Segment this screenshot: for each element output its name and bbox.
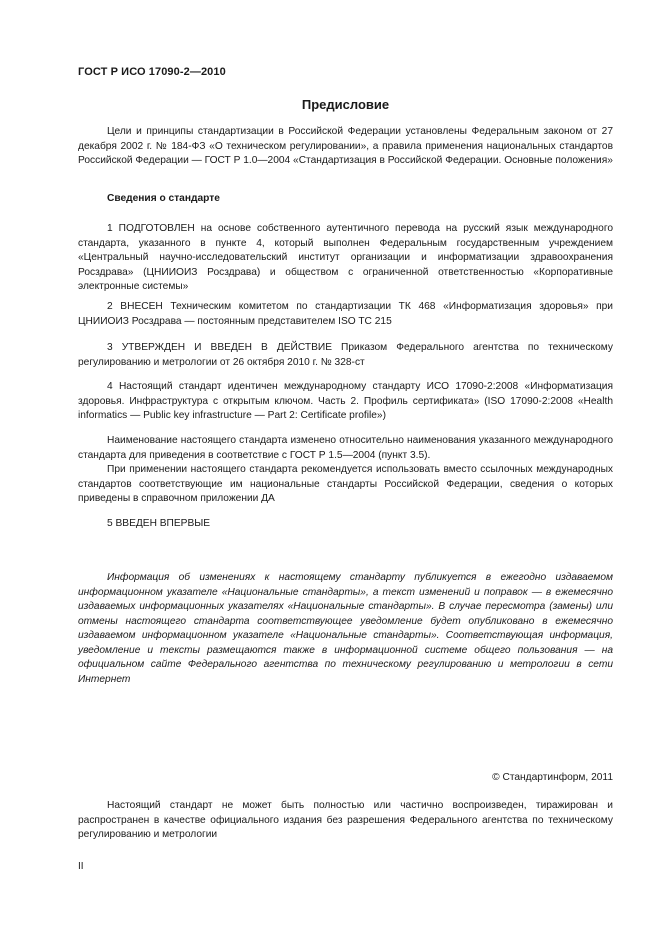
intro-paragraph (78, 125, 613, 169)
item-4-name-change-text: Наименование настоящего стандарта изменено относительно наименования указанного международного стандарта для приведения в соответствие с ГОСТ Р 1.5—2004 (пункт 3.5). (78, 435, 613, 461)
item-2-text: 2 ВНЕСЕН Техническим комитетом по стандартизации ТК 468 «Информатизация здоровья» при ЦНИИОИЗ Росздрава — постоянным представителем ISO TC 215 (78, 301, 613, 327)
item-3-paragraph (78, 341, 613, 370)
page-number: II (78, 861, 84, 872)
item-5-paragraph (78, 517, 613, 532)
standard-code-header: ГОСТ Р ИСО 17090-2—2010 (78, 66, 226, 78)
item-4-text: 4 Настоящий стандарт идентичен международному стандарту ИСО 17090-2:2008 «Информатизация здоровья. Инфраструктура с открытым ключом. Часть 2. Профиль сертификата» (ISO 17090-2:2008 «Health informatics — Public key infrastructure — Part 2: Certificate profile») (78, 381, 613, 421)
item-3-text: 3 УТВЕРЖДЕН И ВВЕДЕН В ДЕЙСТВИЕ Приказом Федерального агентства по техническому регулированию и метрологии от 26 октября 2010 г. № 328-ст (78, 342, 613, 368)
change-notice-text: Информация об изменениях к настоящему стандарту публикуется в ежегодно издаваемом информационном указателе «Национальные стандарты», а текст изменений и поправок — в ежемесячно издаваемых информационных указателях «Национальные стандарты». В случае пересмотра (замены) или отмены настоящего стандарта соответствующее уведомление будет опубликовано в ежемесячно издаваемом информационном указателе «Национальные стандарты». Соответствующая информация, уведомление и тексты размещаются также в информационной системе общего пользования — на официальном сайте Федерального агентства по техническому регулированию и метрологии в сети Интернет (78, 572, 613, 685)
section-subheading: Сведения о стандарте (107, 193, 220, 204)
item-5-text: 5 ВВЕДЕН ВПЕРВЫЕ (107, 518, 211, 529)
copyright-line: © Стандартинформ, 2011 (492, 772, 613, 783)
item-1-text: 1 ПОДГОТОВЛЕН на основе собственного аутентичного перевода на русский язык международного стандарта, указанного в пункте 4, который выполнен Федеральным государственным учреждением «Центральный научно-исследовательский институт организации и информатизации здравоохранения Росздрава» (ЦНИИОИЗ Росздрава) и обществом с ограниченной ответственностью «Корпоративные электронные системы» (78, 223, 613, 292)
page-title: Предисловие (301, 97, 390, 112)
intro-text: Цели и принципы стандартизации в Российской Федерации установлены Федеральным законом от 27 декабря 2002 г. № 184-ФЗ «О техническом регулировании», а правила применения национальных стандартов Российской Федерации — ГОСТ Р 1.0—2004 «Стандартизация в Российской Федерации. Основные положения» (78, 126, 613, 166)
change-notice-paragraph (78, 571, 613, 687)
item-4-paragraph (78, 380, 613, 424)
item-1-paragraph (78, 222, 613, 295)
item-4-continuation (78, 434, 613, 507)
item-4-usage-text: При применении настоящего стандарта рекомендуется использовать вместо ссылочных международных стандартов соответствующие им национальные стандарты Российской Федерации, сведения о которых приведены в справочном приложении ДА (78, 464, 613, 504)
rights-paragraph (78, 799, 613, 843)
rights-text: Настоящий стандарт не может быть полностью или частично воспроизведен, тиражирован и распространен в качестве официального издания без разрешения Федерального агентства по техническому регулированию и метрологии (78, 800, 613, 840)
item-2-paragraph (78, 300, 613, 329)
